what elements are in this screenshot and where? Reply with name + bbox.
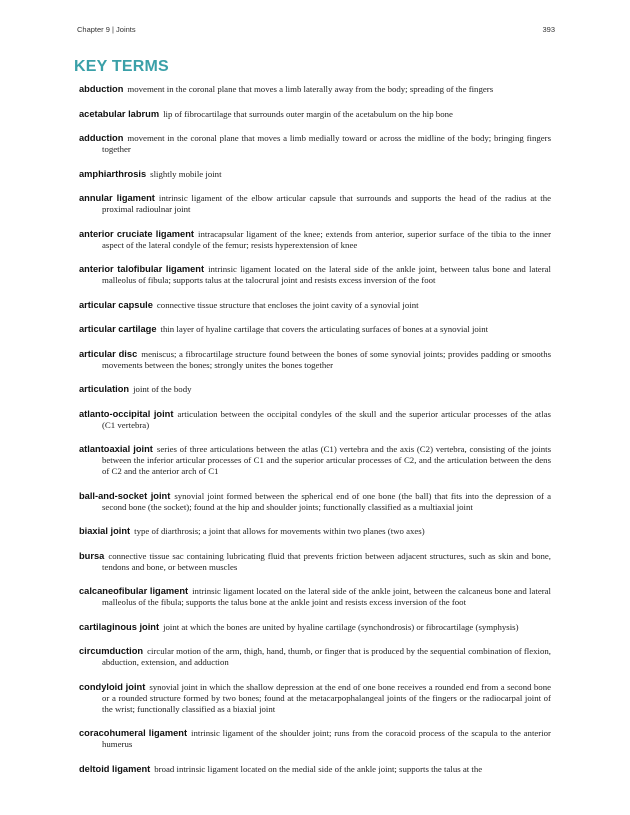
- glossary-entry: [79, 133, 551, 155]
- glossary-term: articular disc: [79, 348, 138, 359]
- glossary-entry: [79, 409, 551, 431]
- glossary-entry: [79, 324, 551, 335]
- glossary-entry: [79, 109, 551, 120]
- glossary-entry: [79, 169, 551, 180]
- glossary-definition: connective tissue structure that encloses the joint cavity of a synovial joint: [156, 299, 419, 310]
- glossary-term: atlanto-occipital joint: [79, 408, 174, 419]
- glossary-entry: [79, 444, 551, 477]
- glossary-term: ball-and-socket joint: [79, 490, 171, 501]
- section-title: KEY TERMS: [74, 58, 169, 75]
- glossary-definition: synovial joint formed between the spherical end of one bone (the ball) that fits into the depression of a second bone (the socket); found at the hip and shoulder joints; functionally classified as a multiaxial joint: [102, 490, 551, 512]
- glossary-entry: [79, 349, 551, 371]
- glossary-term: calcaneofibular ligament: [79, 586, 189, 596]
- glossary-term: amphiarthrosis: [79, 168, 147, 179]
- glossary-term: deltoid ligament: [79, 763, 151, 774]
- page-header: [77, 25, 555, 34]
- glossary-entry: [79, 264, 551, 286]
- glossary-term: annular ligament: [79, 193, 155, 203]
- glossary-definition: intrinsic ligament of the shoulder joint; runs from the coracoid process of the scapula to the anterior humerus: [102, 728, 551, 749]
- glossary-entry: [79, 764, 551, 775]
- glossary-entry: [79, 229, 551, 251]
- glossary-definition: circular motion of the arm, thigh, hand, thumb, or finger that is produced by the sequential combination of flexion, abduction, extension, and adduction: [102, 646, 551, 667]
- glossary-definition: connective tissue sac containing lubricating fluid that prevents friction between adjacent structures, such as skin and bone, tendons and bone, or between muscles: [102, 550, 551, 572]
- glossary-entry: [79, 586, 551, 608]
- glossary-definition: joint at which the bones are united by hyaline cartilage (synchondrosis) or fibrocartilage (symphysis): [163, 621, 519, 632]
- glossary-definition: intrinsic ligament located on the lateral side of the ankle joint, between talus bone and lateral malleolus of fibula; supports talus at the talocrural joint and resists excess inversion of the foot: [102, 264, 551, 285]
- glossary-term: anterior talofibular ligament: [79, 264, 205, 274]
- key-terms-list: [79, 84, 551, 775]
- page-number: 393: [542, 25, 555, 34]
- glossary-term: circumduction: [79, 646, 144, 656]
- glossary-term: bursa: [79, 550, 105, 561]
- glossary-term: cartilaginous joint: [79, 621, 160, 632]
- glossary-definition: slightly mobile joint: [150, 168, 222, 179]
- glossary-term: coracohumeral ligament: [79, 728, 188, 738]
- glossary-definition: meniscus; a fibrocartilage structure found between the bones of some synovial joints; provides padding or smooths movements between the bones; strongly unites the bones together: [102, 348, 552, 370]
- glossary-entry: [79, 551, 551, 573]
- glossary-entry: [79, 384, 551, 395]
- glossary-definition: joint of the body: [133, 384, 192, 394]
- glossary-definition: intrinsic ligament located on the lateral side of the ankle joint, between the calcaneus bone and lateral malleolus of the fibula; supports the talus bone at the ankle joint and resists excess inversion of the foot: [102, 586, 551, 607]
- glossary-term: anterior cruciate ligament: [79, 228, 194, 239]
- glossary-definition: intracapsular ligament of the knee; extends from anterior, superior surface of the tibia to the inner aspect of the lateral condyle of the femur; resists hyperextension of knee: [102, 228, 551, 250]
- glossary-term: articular cartilage: [79, 324, 157, 334]
- glossary-definition: series of three articulations between the atlas (C1) vertebra and the axis (C2) vertebra, consisting of the joints between the inferior articular processes of C1 and the superior articular processes of C2, and the articulation between the dens of C2 and the anterior arch of C1: [102, 444, 551, 476]
- glossary-entry: [79, 728, 551, 750]
- glossary-entry: [79, 491, 551, 513]
- glossary-definition: movement in the coronal plane that moves a limb medially toward or across the midline of the body; bringing fingers together: [102, 133, 551, 154]
- glossary-entry: [79, 646, 551, 668]
- glossary-definition: lip of fibrocartilage that surrounds outer margin of the acetabulum on the hip bone: [163, 108, 453, 119]
- glossary-term: adduction: [79, 133, 124, 143]
- glossary-definition: articulation between the occipital condyles of the skull and the superior articular processes of the atlas (C1 vertebra): [102, 408, 551, 430]
- glossary-definition: thin layer of hyaline cartilage that covers the articulating surfaces of bones at a synovial joint: [160, 324, 489, 334]
- glossary-term: articulation: [79, 384, 130, 394]
- glossary-definition: movement in the coronal plane that moves a limb laterally away from the body; spreading of the fingers: [127, 84, 494, 94]
- glossary-entry: [79, 193, 551, 215]
- glossary-entry: [79, 622, 551, 633]
- glossary-entry: [79, 682, 551, 715]
- glossary-term: acetabular labrum: [79, 108, 160, 119]
- glossary-term: condyloid joint: [79, 681, 146, 692]
- glossary-term: atlantoaxial joint: [79, 444, 153, 454]
- glossary-definition: intrinsic ligament of the elbow articular capsule that surrounds and supports the head of the radius at the proximal radioulnar joint: [102, 193, 551, 214]
- glossary-entry: [79, 526, 551, 537]
- chapter-title: Chapter 9 | Joints: [77, 25, 136, 34]
- glossary-term: articular capsule: [79, 299, 153, 310]
- glossary-definition: broad intrinsic ligament located on the medial side of the ankle joint; supports the talus at the: [154, 763, 483, 774]
- glossary-definition: type of diarthrosis; a joint that allows for movements within two planes (two axes): [134, 526, 425, 536]
- glossary-entry: [79, 300, 551, 311]
- glossary-definition: synovial joint in which the shallow depression at the end of one bone receives a rounded end from a second bone or a rounded structure formed by two bones; found at the metacarpophalangeal joints of the fingers or the radiocarpal joint of the wrist; functionally classified as a biaxial joint: [102, 681, 552, 714]
- glossary-term: abduction: [79, 84, 124, 94]
- glossary-term: biaxial joint: [79, 526, 131, 536]
- glossary-entry: [79, 84, 551, 95]
